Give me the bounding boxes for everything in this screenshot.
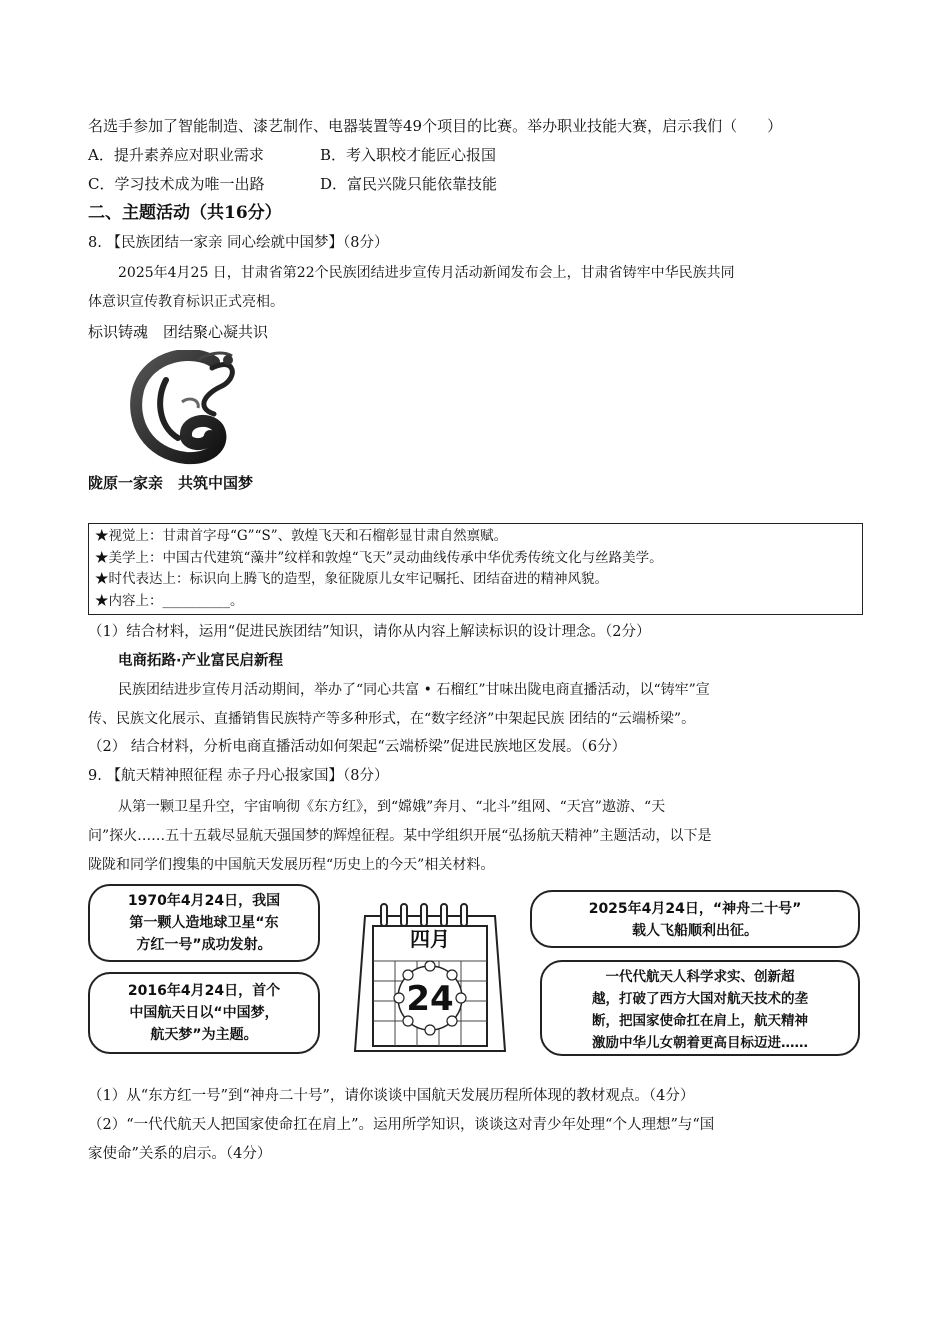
info-era: ★时代表达上：标识向上腾飞的造型，象征陇原儿女牢记嘱托、团结奋进的精神风貌。 [95, 571, 608, 587]
q8-para2-line1: 民族团结进步宣传月活动期间，举办了“同心共富 • 石榴红”甘味出陇电商直播活动，以“铸牢”宣 [118, 682, 710, 698]
q9-title: 9. 【航天精神照征程 赤子丹心报家国】（8分） [88, 768, 389, 784]
bubble-1970 [88, 884, 320, 962]
q7-option-c: C．学习技术成为唯一出路 [88, 175, 265, 193]
q7-option-a: A．提升素养应对职业需求 [88, 146, 264, 164]
info-content: ★内容上：__________。 [95, 592, 244, 609]
q8-subheading-logo: 标识铸魂 团结聚心凝共识 [88, 323, 269, 341]
q9-intro-line1: 从第一颗卫星升空，宇宙响彻《东方红》，到“嫦娥”奔月、“北斗”组网、“天宫”遨游、“天 [118, 799, 666, 815]
q7-option-d: D．富民兴陇只能依靠技能 [320, 175, 498, 193]
q8-title: 8. 【民族团结一家亲 同心绘就中国梦】（8分） [88, 235, 389, 251]
q9-intro-line2: 问”探火……五十五载尽显航天强国梦的辉煌征程。某中学组织开展“弘扬航天精神”主题活动，以下是 [88, 828, 712, 844]
bubble-1970-text: 1970年4月24日，我国 第一颗人造地球卫星“东 方红一号”成功发射。 [127, 893, 281, 953]
section-title: 二、主题活动（共16分） [88, 203, 282, 223]
q9-sub1: （1）从“东方红一号”到“神舟二十号”，请你谈谈中国航天发展历程所体现的教材观点。（4分） [88, 1088, 695, 1104]
q8-subheading-ecommerce: 电商拓路·产业富民启新程 [118, 653, 284, 669]
q8-para2-line2: 传、民族文化展示、直播销售民族特产等多种形式，在“数字经济”中架起民族 团结的“云端桥梁”。 [88, 711, 696, 727]
calendar-month: 四月 [410, 927, 450, 951]
q8-intro-line1: 2025年4月25 日，甘肃省第22个民族团结进步宣传月活动新闻发布会上，甘肃省铸牢中华民族共同 [118, 265, 735, 281]
info-visual: ★视觉上：甘肃首字母“G”“S”、敦煌飞天和石榴彰显甘肃自然禀赋。 [95, 528, 508, 544]
logo-design-infobox [88, 523, 863, 615]
q8-sub1: （1）结合材料，运用“促进民族团结”知识，请你从内容上解读标识的设计理念。（2分） [88, 624, 651, 640]
bubble-2016-text: 2016年4月24日，首个 中国航天日以“中国梦， 航天梦”为主题。 [127, 983, 281, 1043]
bubble-2025-text: 2025年4月24日，“神舟二十号” 载人飞船顺利出征。 [588, 901, 802, 939]
bubble-spirit-text: 一代代航天人科学求实、创新超 越，打破了西方大国对航天技术的垄 断，把国家使命扛在肩上，航天精神 激励中华儿女朝着更高目标迈进…… [592, 969, 808, 1051]
gs-logo-icon [86, 350, 286, 470]
q7-stem: 名选手参加了智能制造、漆艺制作、电器装置等49个项目的比赛。举办职业技能大赛，启示我们（ ） [88, 117, 783, 135]
q7-option-b: B．考入职校才能匠心报国 [320, 146, 497, 164]
calendar-icon [345, 886, 515, 1056]
calendar-illustration [345, 886, 515, 1056]
bubble-2016 [88, 972, 320, 1054]
bubble-aerospace-spirit [540, 960, 860, 1056]
info-aesthetic: ★美学上：中国古代建筑“藻井”纹样和敦煌“飞天”灵动曲线传承中华优秀传统文化与丝路美学。 [95, 549, 663, 566]
logo-caption: 陇原一家亲 共筑中国梦 [88, 474, 254, 492]
calendar-day: 24 [406, 979, 454, 1019]
q8-intro-line2: 体意识宣传教育标识正式亮相。 [88, 294, 284, 310]
q8-sub2: （2） 结合材料，分析电商直播活动如何架起“云端桥梁”促进民族地区发展。（6分） [88, 739, 627, 755]
q9-sub2-line2: 家使命”关系的启示。（4分） [88, 1146, 272, 1162]
q9-sub2-line1: （2）“一代代航天人把国家使命扛在肩上”。运用所学知识，谈谈这对青少年处理“个人理想”与“国 [88, 1117, 715, 1133]
q9-intro-line3: 陇陇和同学们搜集的中国航天发展历程“历史上的今天”相关材料。 [88, 857, 495, 873]
bubble-2025 [530, 890, 860, 948]
